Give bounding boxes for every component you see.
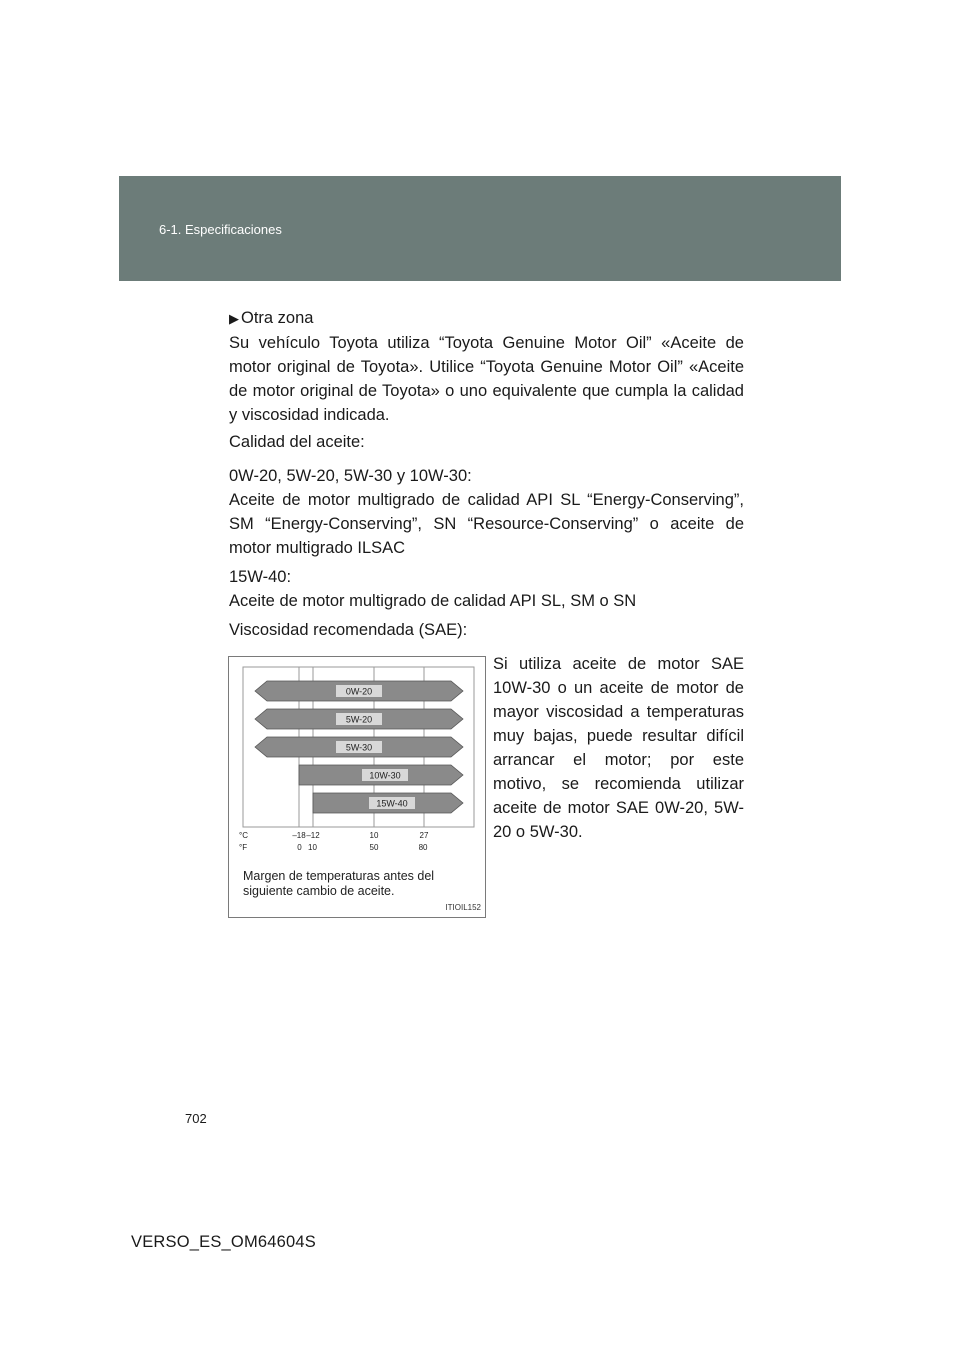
chart-bar-label: 5W-20 — [345, 714, 373, 725]
axis-c-tick-label: 27 — [419, 831, 429, 840]
axis-c-tick-label: 10 — [369, 831, 379, 840]
axis-f-tick-label: 80 — [418, 843, 428, 852]
zone-bullet — [229, 306, 313, 331]
axis-c-unit: °C — [239, 831, 248, 840]
viscosity-chart — [228, 656, 486, 918]
grade-group-1 — [229, 464, 744, 560]
grade-group-2-grades: 15W-40: — [229, 568, 292, 586]
zone-label: Otra zona — [241, 309, 314, 327]
figure-code: ITIOIL152 — [445, 903, 481, 912]
chart-bar-label: 15W-40 — [376, 798, 408, 809]
intro-paragraph: Su vehículo Toyota utiliza “Toyota Genuine Motor Oil” «Aceite de motor original de Toyota». Utilice “Toyota Genuine Motor Oil” «Aceite de motor original de Toyota» o uno equivalente que cumpla la calidad y viscosidad indicada. — [229, 334, 744, 424]
page-number: 702 — [185, 1111, 207, 1126]
chart-bar-label: 5W-30 — [345, 742, 373, 753]
chart-bar-label: 10W-30 — [369, 770, 401, 781]
grade-group-1-grades: 0W-20, 5W-20, 5W-30 y 10W-30: — [229, 467, 472, 485]
section-label: 6-1. Especificaciones — [159, 222, 282, 237]
header-band — [119, 176, 841, 281]
bullet-triangle-icon: ▶ — [229, 311, 239, 326]
grade-group-2 — [229, 565, 744, 613]
axis-f-tick-label: 10 — [308, 843, 317, 852]
side-note: Si utiliza aceite de motor SAE 10W-30 o un aceite de motor de mayor viscosidad a temperaturas muy bajas, puede resultar difícil arrancar el motor; por este motivo, se recomienda utilizar aceite de motor SAE 0W-20, 5W-20 o 5W-30. — [493, 655, 744, 841]
quality-heading: Calidad del aceite: — [229, 433, 365, 451]
axis-f-tick-label: 50 — [369, 843, 379, 852]
axis-c-tick-label: –18 — [292, 831, 306, 840]
chart-bar-label: 0W-20 — [345, 686, 373, 697]
viscosity-heading: Viscosidad recomendada (SAE): — [229, 621, 468, 639]
chart-caption: Margen de temperaturas antes del siguiente cambio de aceite. — [243, 869, 435, 898]
axis-f-tick-label: 0 — [297, 843, 302, 852]
doc-code: VERSO_ES_OM64604S — [131, 1233, 316, 1251]
axis-f-unit: °F — [239, 843, 248, 852]
axis-c-tick-label: –12 — [306, 831, 320, 840]
grade-group-2-description: Aceite de motor multigrado de calidad API SL, SM o SN — [229, 592, 637, 610]
grade-group-1-description: Aceite de motor multigrado de calidad API SL “Energy-Conserving”, SM “Energy-Conserving”, SN “Resource-Conserving” o aceite de motor multigrado ILSAC — [229, 491, 744, 557]
